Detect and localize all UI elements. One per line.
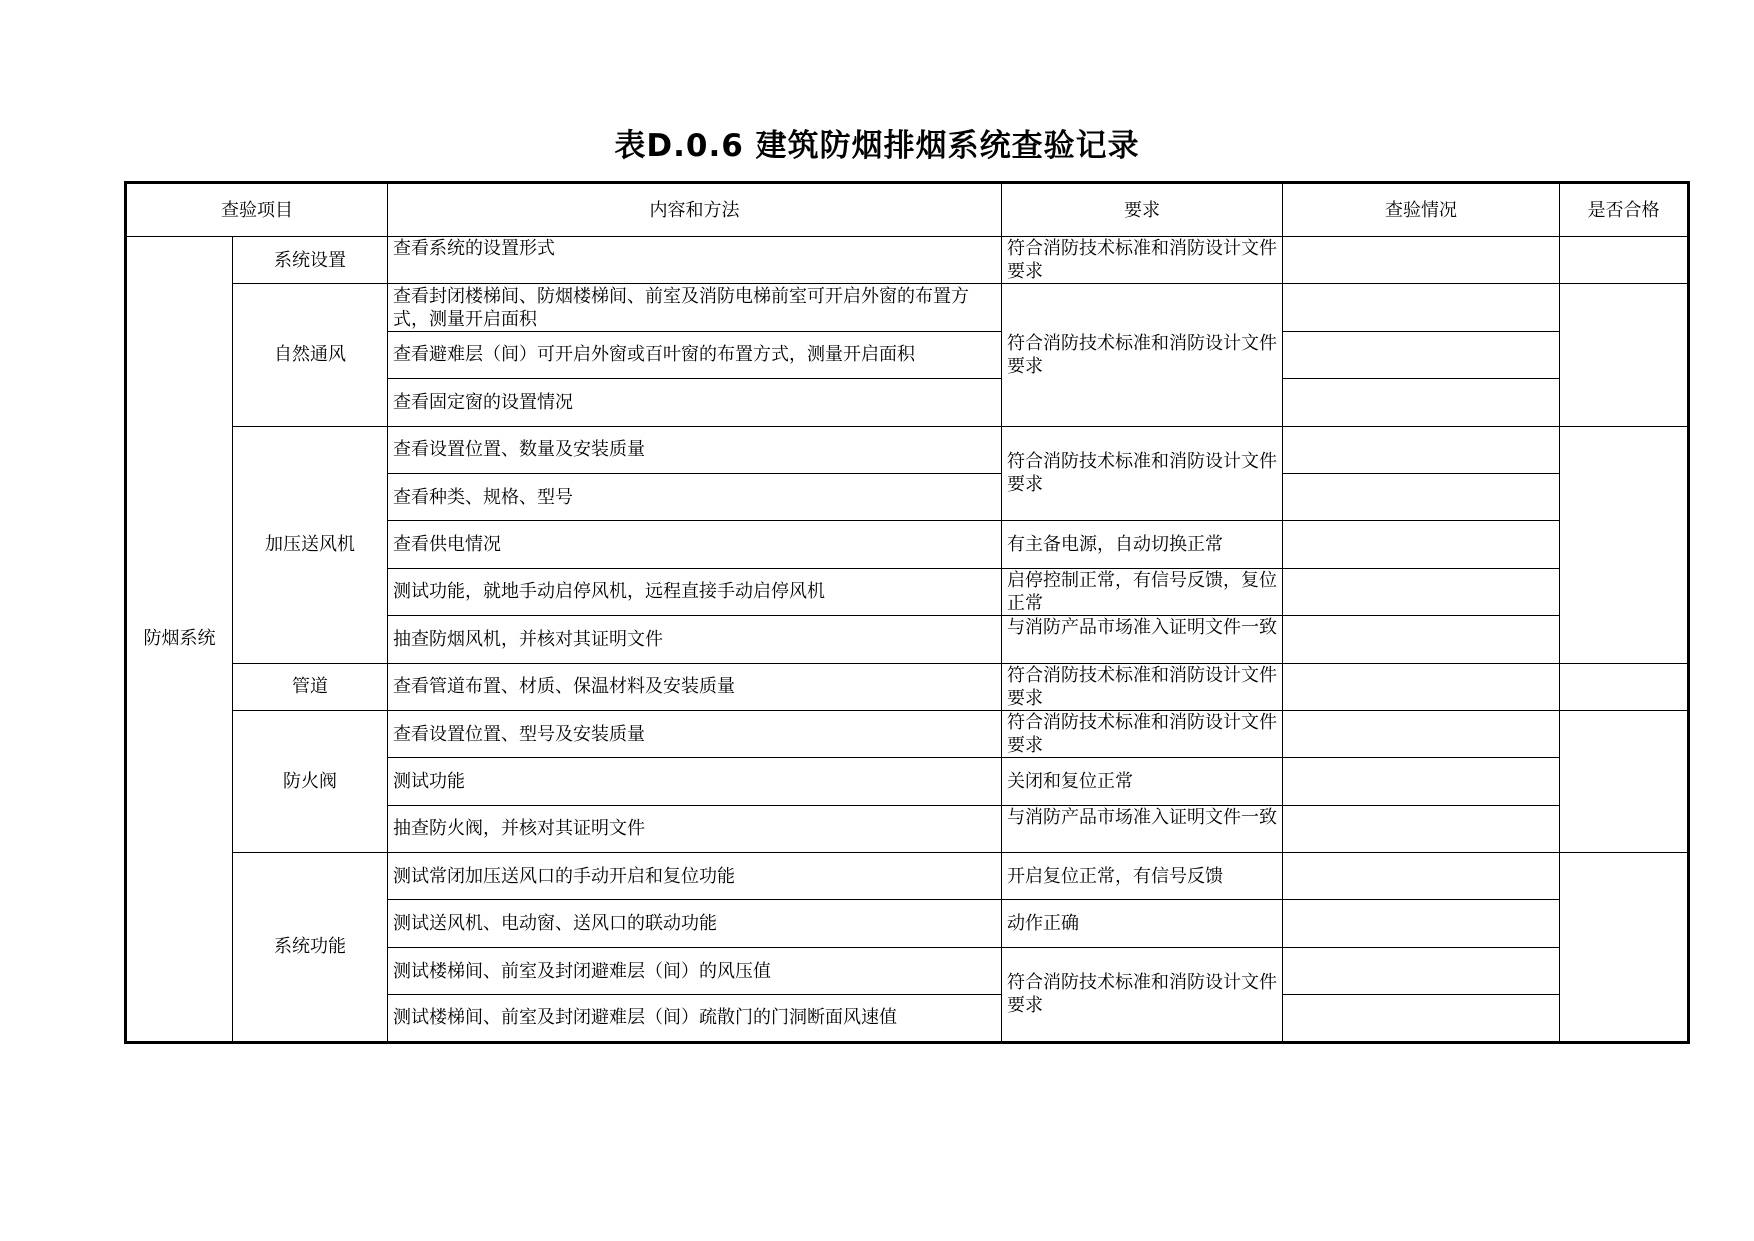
method-cell: 抽查防火阀，并核对其证明文件	[388, 805, 1002, 852]
method-cell: 测试功能，就地手动启停风机，远程直接手动启停风机	[388, 568, 1002, 615]
status-cell[interactable]	[1283, 568, 1560, 615]
status-cell[interactable]	[1283, 237, 1560, 284]
item-cell: 系统设置	[233, 237, 388, 284]
item-cell: 自然通风	[233, 284, 388, 426]
status-cell[interactable]	[1283, 710, 1560, 757]
table-row	[126, 237, 1689, 284]
method-cell: 查看封闭楼梯间、防烟楼梯间、前室及消防电梯前室可开启外窗的布置方式，测量开启面积	[388, 284, 1002, 331]
requirement-cell: 符合消防技术标准和消防设计文件要求	[1002, 663, 1283, 710]
method-cell: 测试楼梯间、前室及封闭避难层（间）疏散门的门洞断面风速值	[388, 995, 1002, 1042]
inspection-record-table	[124, 181, 1690, 1044]
requirement-cell: 符合消防技术标准和消防设计文件要求	[1002, 710, 1283, 757]
method-cell: 测试常闭加压送风口的手动开启和复位功能	[388, 853, 1002, 900]
table-row	[126, 284, 1689, 331]
requirement-cell: 符合消防技术标准和消防设计文件要求	[1002, 237, 1283, 284]
method-cell: 测试送风机、电动窗、送风口的联动功能	[388, 900, 1002, 947]
header-method: 内容和方法	[388, 183, 1002, 237]
method-cell: 查看系统的设置形式	[388, 237, 1002, 284]
method-cell: 查看固定窗的设置情况	[388, 379, 1002, 426]
requirement-cell: 有主备电源，自动切换正常	[1002, 521, 1283, 568]
pass-cell[interactable]	[1560, 710, 1689, 852]
requirement-cell: 符合消防技术标准和消防设计文件要求	[1002, 947, 1283, 1042]
method-cell: 查看供电情况	[388, 521, 1002, 568]
table-row	[126, 426, 1689, 473]
header-item: 查验项目	[126, 183, 388, 237]
requirement-cell: 符合消防技术标准和消防设计文件要求	[1002, 284, 1283, 426]
item-cell: 管道	[233, 663, 388, 710]
group-cell: 防烟系统	[126, 237, 233, 1043]
header-status: 查验情况	[1283, 183, 1560, 237]
header-requirement: 要求	[1002, 183, 1283, 237]
status-cell[interactable]	[1283, 995, 1560, 1042]
status-cell[interactable]	[1283, 331, 1560, 378]
method-cell: 测试楼梯间、前室及封闭避难层（间）的风压值	[388, 947, 1002, 994]
requirement-cell: 动作正确	[1002, 900, 1283, 947]
item-cell: 加压送风机	[233, 426, 388, 663]
status-cell[interactable]	[1283, 758, 1560, 805]
method-cell: 测试功能	[388, 758, 1002, 805]
status-cell[interactable]	[1283, 900, 1560, 947]
pass-cell[interactable]	[1560, 284, 1689, 426]
method-cell: 查看种类、规格、型号	[388, 473, 1002, 520]
item-cell: 系统功能	[233, 853, 388, 1043]
status-cell[interactable]	[1283, 805, 1560, 852]
table-row	[126, 710, 1689, 757]
status-cell[interactable]	[1283, 284, 1560, 331]
status-cell[interactable]	[1283, 663, 1560, 710]
header-pass: 是否合格	[1560, 183, 1689, 237]
method-cell: 抽查防烟风机，并核对其证明文件	[388, 616, 1002, 663]
pass-cell[interactable]	[1560, 853, 1689, 1043]
method-cell: 查看设置位置、数量及安装质量	[388, 426, 1002, 473]
status-cell[interactable]	[1283, 521, 1560, 568]
status-cell[interactable]	[1283, 379, 1560, 426]
header-row	[126, 183, 1689, 237]
pass-cell[interactable]	[1560, 663, 1689, 710]
status-cell[interactable]	[1283, 947, 1560, 994]
method-cell: 查看管道布置、材质、保温材料及安装质量	[388, 663, 1002, 710]
requirement-cell: 与消防产品市场准入证明文件一致	[1002, 616, 1283, 663]
pass-cell[interactable]	[1560, 237, 1689, 284]
requirement-cell: 符合消防技术标准和消防设计文件要求	[1002, 426, 1283, 521]
pass-cell[interactable]	[1560, 426, 1689, 663]
item-cell: 防火阀	[233, 710, 388, 852]
table-row	[126, 663, 1689, 710]
status-cell[interactable]	[1283, 616, 1560, 663]
method-cell: 查看设置位置、型号及安装质量	[388, 710, 1002, 757]
requirement-cell: 与消防产品市场准入证明文件一致	[1002, 805, 1283, 852]
requirement-cell: 启停控制正常，有信号反馈，复位正常	[1002, 568, 1283, 615]
requirement-cell: 关闭和复位正常	[1002, 758, 1283, 805]
requirement-cell: 开启复位正常，有信号反馈	[1002, 853, 1283, 900]
status-cell[interactable]	[1283, 853, 1560, 900]
document-title: 表D.0.6 建筑防烟排烟系统查验记录	[614, 128, 1140, 164]
status-cell[interactable]	[1283, 426, 1560, 473]
table-row	[126, 853, 1689, 900]
status-cell[interactable]	[1283, 473, 1560, 520]
method-cell: 查看避难层（间）可开启外窗或百叶窗的布置方式，测量开启面积	[388, 331, 1002, 378]
